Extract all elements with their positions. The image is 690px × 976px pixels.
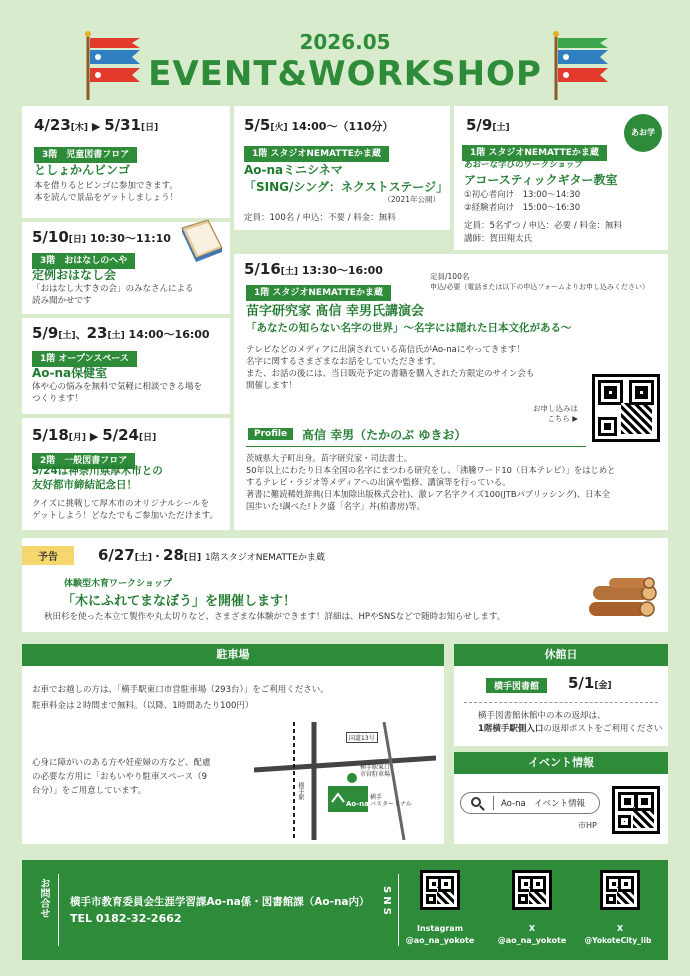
closed-note-3: の返却ポストをご利用ください: [543, 724, 663, 734]
event-dow: [火]: [270, 123, 288, 133]
event-subtitle: あおーな学びのワークショップ: [464, 160, 583, 170]
event-date: 5/10: [32, 228, 69, 246]
event-date-end: 5/31: [104, 116, 141, 134]
profile-divider: [246, 446, 586, 447]
closed-note-1: 横手図書館休館中の本の返却は、: [478, 711, 606, 721]
event-title: Ao-naミニシネマ: [244, 163, 343, 177]
event-bingo: [22, 106, 230, 218]
event-cinema: [234, 106, 450, 230]
arrow-right-icon: ▶: [89, 430, 99, 443]
event-desc: クイズに挑戦して厚木市のオリジナルシールを ゲットしよう！どなたでもご参加いただけます。: [32, 499, 218, 521]
closed-library: 横手図書館: [486, 678, 547, 693]
parking-text-2: 駐車料金は２時間まで無料。（以降、1時間あたり100円）: [32, 701, 254, 711]
event-location: 1階 スタジオNEMATTEかま蔵: [244, 146, 389, 162]
event-info-section: [454, 752, 668, 844]
event-friendship: [22, 418, 230, 530]
preview-badge: 予告: [22, 546, 74, 565]
sns-platform-3: X: [616, 924, 624, 933]
search-icon-handle: [479, 805, 485, 811]
event-date-2: 28: [163, 546, 184, 564]
event-location: 1階 スタジオNEMATTEかま蔵: [462, 145, 607, 161]
event-dow-end: [日]: [140, 123, 159, 133]
event-subtitle: 体験型木育ワークショップ: [64, 579, 172, 589]
closed-dow: [金]: [594, 681, 612, 691]
event-info: 定員：5名ずつ / 申込：必要 / 料金：無料: [464, 221, 622, 231]
book-icon: [178, 218, 226, 264]
sns-platform-1: Instagram: [416, 924, 464, 933]
event-title: 苗字研究家 髙信 幸男氏講演会: [246, 304, 425, 319]
event-location: 2階 一般図書フロア: [32, 453, 135, 469]
map-label-aona: Ao-na: [346, 800, 369, 808]
aogaku-badge: あお学: [624, 114, 662, 152]
x-aona-qr-code[interactable]: [512, 870, 552, 910]
event-capacity: 定員/100名: [430, 272, 470, 281]
contact-footer: [22, 860, 668, 960]
search-divider: [493, 796, 494, 810]
event-preview: [22, 538, 668, 632]
event-desc: 「おはなし大すきの会」のみなさんによる 読み聞かせです: [32, 284, 194, 306]
instagram-qr-code[interactable]: [420, 870, 460, 910]
event-course-2: ②経験者向け 15:00～16:30: [464, 203, 581, 213]
sns-handle-3[interactable]: @YokoteCity_lib: [584, 936, 652, 945]
event-title: 定例おはなし会: [32, 268, 117, 282]
event-date: 4/23: [34, 116, 71, 134]
event-time: 10:30～11:10: [89, 232, 171, 245]
event-date: 5/16: [244, 260, 281, 278]
event-date: 5/18: [32, 426, 69, 444]
logs-icon: [587, 576, 663, 622]
search-text: Ao-na イベント情報: [501, 799, 586, 809]
event-location: 3階 おはなしのへや: [32, 253, 135, 269]
event-movie-title: 「SING/シング：ネクストステージ」: [244, 180, 449, 194]
event-date: 5/9: [32, 324, 59, 342]
event-desc: 体や心の悩みを無料で気軽に相談できる場を つくります！: [32, 382, 203, 404]
event-apply-note: 申込/必要（電話または以下の申込フォームよりお申し込みください）: [430, 283, 650, 291]
map-label-road: 国道13号: [346, 732, 378, 743]
closed-date: 5/1: [568, 674, 595, 692]
event-dow: [木]: [70, 123, 89, 133]
profile-text: 茨城県大子町出身。苗字研究家・司法書士。 50年以上にわたり日本全国の名字にまつわる研究をし、「沸騰ワード10（日本テレビ）」をはじめと するテレビ・ラジオ等メディアへの出演や監修、講演等を行っている。 著書に難読稀姓辞典(日本加除出版株式会社)、激レア名字クイズ100(JTBパブリッシング)、日本全 国歩いた!調べた!トク盛「名字」丼(柏書房)等。: [246, 453, 616, 511]
parking-heading: 駐車場: [22, 644, 444, 666]
event-location: 1階 オープンスペース: [32, 351, 137, 367]
event-health: [22, 318, 230, 414]
event-dow-end: [日]: [138, 433, 157, 443]
event-dow: [土]: [58, 331, 76, 341]
event-title: Ao-na保健室: [32, 366, 108, 380]
closed-note-2: 1階横手駅側入口: [478, 724, 544, 734]
event-dow: [土]: [134, 553, 153, 563]
parking-text-3: 心身に障がいのある方や妊産婦の方など、配慮 の必要な方用に「おもいやり駐車スペース（9 台分）」をご用意しています。: [32, 758, 211, 796]
event-year-note: （2021年公開）: [383, 195, 440, 204]
event-title: 「木にふれてまなぼう」を開催します！: [62, 594, 297, 609]
event-time: 14:00～（110分）: [291, 120, 394, 133]
event-location: 3階 児童図書フロア: [34, 147, 137, 163]
event-date: 5/5: [244, 116, 271, 134]
event-subtitle: 「あなたの知らない名字の世界」～名字には隠れた日本文化がある～: [246, 322, 572, 334]
parking-section: [22, 644, 444, 844]
sns-platform-2: X: [528, 924, 536, 933]
event-date: 5/9: [466, 116, 493, 134]
closed-heading: 休館日: [454, 644, 668, 666]
event-date-2: 23: [86, 324, 108, 342]
event-location: 1階スタジオNEMATTEかま蔵: [204, 553, 325, 563]
event-info: 定員：100名 / 申込：不要 / 料金：無料: [244, 213, 396, 223]
map-label-station: 横手駅: [297, 782, 304, 800]
event-info-heading: イベント情報: [454, 752, 668, 774]
sns-handle-1[interactable]: @ao_na_yokote: [405, 936, 475, 945]
contact-org: 横手市教育委員会生涯学習課Ao-na係・図書館課（Ao-na内）: [70, 896, 370, 908]
map-label-terminal: 横手 バスターミナル: [370, 794, 412, 808]
event-title: アコースティックギター教室: [464, 173, 618, 187]
arrow-right-icon: ▶: [91, 120, 101, 133]
event-date-end: 5/24: [102, 426, 139, 444]
header-year: 2026.05: [299, 30, 391, 54]
event-dow: [月]: [68, 433, 87, 443]
event-desc: 秋田杉を使った本立て製作や丸太切りなど、さまざまな体験ができます！詳細は、HPやSNSなどで随時お知らせします。: [44, 612, 506, 622]
event-time: 14:00～16:00: [128, 328, 210, 341]
map-label-lot: 横手駅東口 市営駐車場: [360, 764, 391, 778]
sns-handle-2[interactable]: @ao_na_yokote: [497, 936, 567, 945]
site-label: 市HP: [578, 821, 597, 830]
event-lecture: [234, 254, 668, 530]
contact-tel: TEL 0182-32-2662: [70, 912, 182, 925]
event-title: 5/24は神奈川県厚木市との 友好都市締結記念日！: [32, 465, 163, 491]
event-info-search[interactable]: [460, 792, 600, 814]
date-separator: ・: [152, 550, 164, 563]
event-dow-2: [土]: [107, 331, 125, 341]
event-title: としょかんビンゴ: [34, 163, 131, 177]
apply-link[interactable]: お申し込みは こちら ▶: [533, 404, 578, 423]
event-course-1: ①初心者向け 13:00～14:30: [464, 190, 581, 200]
event-dow: [日]: [68, 235, 87, 245]
event-teacher: 講師：賀田翔太氏: [464, 234, 533, 244]
event-dow-2: [日]: [183, 553, 202, 563]
lecture-qr-code[interactable]: [592, 374, 660, 442]
event-desc: 本を借りるとビンゴに参加できます。 本を読んで景品をゲットしましょう！: [34, 181, 179, 203]
x-lib-qr-code[interactable]: [600, 870, 640, 910]
contact-divider: [58, 874, 59, 946]
event-ohanashi: [22, 222, 230, 314]
event-info-qr-code[interactable]: [612, 786, 660, 834]
event-dow: [土]: [280, 267, 299, 277]
profile-label: Profile: [248, 428, 293, 440]
event-dow: [土]: [492, 123, 510, 133]
parking-map: [254, 722, 436, 840]
event-date: 6/27: [98, 546, 135, 564]
contact-label: お問合せ: [38, 878, 49, 918]
closed-section: [454, 644, 668, 746]
event-location: 1階 スタジオNEMATTEかま蔵: [246, 285, 391, 301]
sns-label: SNS: [381, 886, 392, 918]
parking-text-1: お車でお越しの方は、「横手駅東口市営駐車場（293台）」をご利用ください。: [32, 685, 329, 695]
date-separator: 、: [75, 328, 87, 341]
event-time: 13:30～16:00: [301, 264, 383, 277]
profile-name: 髙信 幸男（たかのぶ ゆきお）: [302, 428, 467, 442]
closed-divider: [464, 702, 658, 703]
event-desc: テレビなどのメディアに出演されている髙信氏がAo-naにやってきます！ 名字に関するさまざまなお話をしていただきます。 また、お話の後には、当日販売予定の書籍を購入された方限定のサイン会も 開催します！: [246, 345, 535, 391]
page-title: EVENT&WORKSHOP: [148, 54, 542, 94]
event-guitar: [454, 106, 668, 250]
